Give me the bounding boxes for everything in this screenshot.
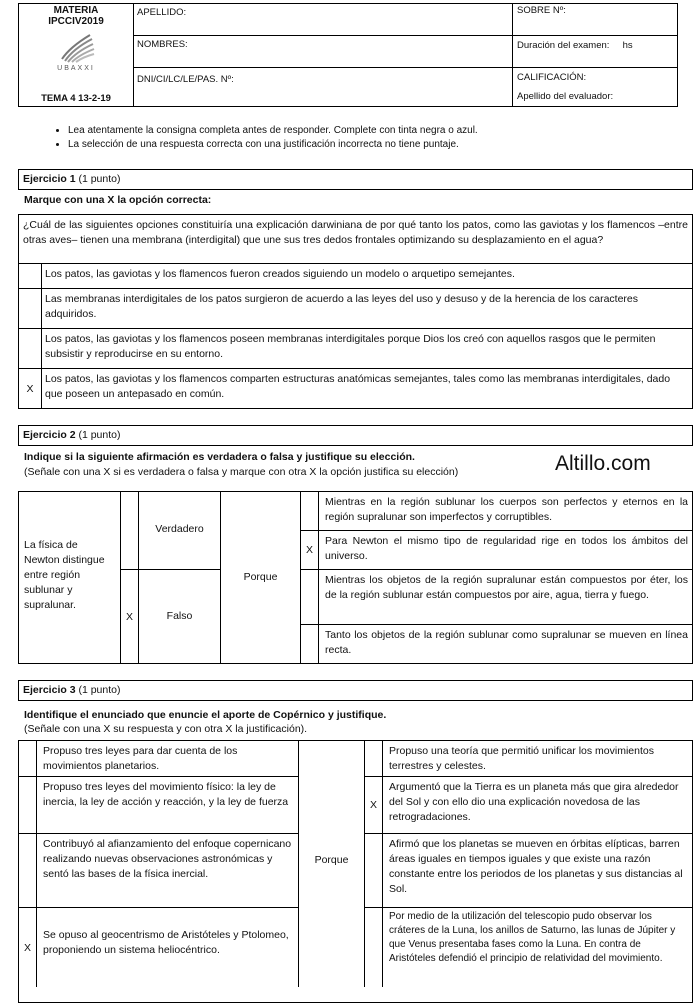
apellido-label: APELLIDO: [137, 7, 187, 18]
ej3-right-text: Argumentó que la Tierra es un planeta más que gira alrededor del Sol y con ello dio una explicación novedosa de las retrogradaciones. [389, 781, 679, 823]
ej1-title-bar [18, 169, 693, 190]
ej2-falso-label: Falso [139, 570, 221, 663]
ej1-prompt: Marque con una X la opción correcta: [24, 194, 212, 206]
ej3-left-option[interactable] [37, 834, 299, 908]
ej1-option-text: Los patos, las gaviotas y los flamencos poseen membranas interdigitales porque Dios los creó con aquellos rasgos que le permiten subsistir y reproducirse en su entorno. [45, 333, 656, 360]
materia-cell [18, 3, 134, 107]
ej2-reason-text: Tanto los objetos de la región sublunar como supralunar se mueven en línea recta. [325, 629, 688, 656]
duracion-label: Duración del examen: hs [517, 40, 633, 51]
instructions [46, 124, 686, 152]
ej3-left-mark[interactable] [19, 777, 37, 834]
ej2-reason-text: Para Newton el mismo tipo de regularidad rige en todos los ámbitos del universo. [325, 535, 688, 562]
ej3-right-mark[interactable] [365, 741, 383, 777]
dni-label: DNI/CI/LC/LE/PAS. Nº: [137, 74, 234, 85]
ej3-right-mark[interactable] [365, 908, 383, 987]
ej3-right-option[interactable] [383, 908, 692, 987]
ej1-option-text: Las membranas interdigitales de los patos surgieron de acuerdo a las leyes del uso y desuso y de la herencia de los caracteres adquiridos. [45, 293, 639, 320]
logo-text: UBAXXI [57, 65, 95, 72]
ej1-option[interactable] [18, 289, 693, 329]
ej2-reason[interactable] [301, 570, 692, 625]
ej3-right-option[interactable] [383, 777, 692, 834]
ej2-title: Ejercicio 2 [23, 429, 76, 441]
ej3-left-option[interactable] [37, 908, 299, 987]
ej3-right-text: Afirmó que los planetas se mueven en órbitas elípticas, barren áreas iguales en tiempos iguales y que existe una razón constante entre los periodos de los planetas y sus distancias al Sol. [389, 838, 683, 895]
ej3-left-text: Propuso tres leyes del movimiento físico: la ley de inercia, la ley de acción y reacción, y la ley de fuerza [43, 781, 289, 808]
ej2-statement-cell [19, 492, 121, 663]
calificacion-field[interactable] [512, 67, 678, 107]
ej1-option-mark[interactable]: X [19, 369, 42, 408]
ej2-reason-mark[interactable] [301, 570, 319, 624]
materia-label: MATERIA [53, 5, 99, 16]
instruction-item: • La selección de una respuesta correcta con una justificación incorrecta no tiene puntaje. [68, 138, 686, 152]
ej2-reason[interactable] [301, 625, 692, 663]
ej2-reason-text: Mientras en la región sublunar los cuerpos son perfectos y eternos en la región supralunar son imperfectos y corruptibles. [325, 496, 688, 523]
ej3-title: Ejercicio 3 [23, 684, 76, 696]
nombres-label: NOMBRES: [137, 39, 188, 50]
ej3-prompt: Identifique el enunciado que enuncie el aporte de Copérnico y justifique. [24, 709, 387, 721]
ej2-porque: Porque [221, 492, 301, 663]
ej3-left-mark[interactable] [19, 741, 37, 777]
ej1-option-mark[interactable] [19, 289, 42, 328]
ej3-points: (1 punto) [75, 684, 121, 696]
ej2-prompt: Indique si la siguiente afirmación es verdadera o falsa y justifique su elección. [24, 451, 415, 463]
nombres-field[interactable] [133, 35, 513, 68]
ej3-right-text: Por medio de la utilización del telescopio pudo observar los cráteres de la Luna, los anillos de Saturno, las lunas de Júpiter y que Venus presentaba fases como la Luna. En contra de Aristóteles defendió el principio de relatividad del movimiento. [389, 911, 676, 964]
ej1-points: (1 punto) [75, 173, 121, 185]
ej2-points: (1 punto) [75, 429, 121, 441]
apellido-field[interactable] [133, 3, 513, 36]
calificacion-label: CALIFICACIÓN: [517, 72, 587, 83]
ej2-verdadero-label: Verdadero [139, 492, 221, 570]
tema-label: TEMA 4 13-2-19 [41, 93, 111, 104]
ej2-verdadero-mark[interactable] [121, 492, 139, 570]
materia-code: IPCCIV2019 [48, 16, 104, 27]
ej1-option-text: Los patos, las gaviotas y los flamencos comparten estructuras anatómicas semejantes, tales como las membranas interdigitales, dado que poseen un antepasado en común. [45, 373, 671, 400]
ej3-right-mark[interactable]: X [365, 777, 383, 834]
dni-field[interactable] [133, 67, 513, 107]
duracion-field[interactable] [512, 35, 678, 68]
ej1-option-mark[interactable] [19, 329, 42, 368]
ej1-question: ¿Cuál de las siguientes opciones constituiría una explicación darwiniana de por qué tanto los patos, como las gaviotas y los flamencos –entre otras aves– tienen una membrana (interdigital) que une sus tres dedos frontales optimizando su desplazamiento en el agua? [18, 214, 693, 264]
sobre-field[interactable] [512, 3, 678, 36]
altillo-watermark: Altillo.com [555, 452, 651, 475]
ej1-option[interactable] [18, 264, 693, 289]
ej2-reason-mark[interactable] [301, 492, 319, 530]
ej2-sub: (Señale con una X si es verdadera o falsa y marque con otra X la opción justifica su elección) [24, 466, 459, 478]
ej2-reason-mark[interactable]: X [301, 531, 319, 569]
ej2-reason-text: Mientras los objetos de la región supralunar están compuestos por éter, los de la región sublunar están compuestos por aire, agua, tierra y fuego. [325, 574, 688, 601]
ej3-right-text: Propuso una teoría que permitió unificar los movimientos terrestres y celestes. [389, 745, 654, 772]
ubaxxi-logo-icon [56, 31, 96, 63]
ej3-sub: (Señale con una X su respuesta y con otra X la justificación). [24, 723, 308, 735]
ej3-left-mark[interactable] [19, 834, 37, 908]
ej3-left-mark[interactable]: X [19, 908, 37, 987]
ej2-reason[interactable] [301, 492, 692, 531]
ej3-table [18, 740, 693, 1003]
header-block [18, 3, 678, 107]
ej1-title: Ejercicio 1 [23, 173, 76, 185]
ej3-left-text: Se opuso al geocentrismo de Aristóteles y Ptolomeo, proponiendo un sistema heliocéntrico. [43, 929, 289, 956]
ej2-statement: La física de Newton distingue entre región sublunar y supralunar. [24, 539, 105, 611]
ej2-reason[interactable] [301, 531, 692, 570]
ej2-falso-mark[interactable]: X [121, 570, 139, 663]
evaluador-label: Apellido del evaluador: [517, 91, 614, 102]
ej3-right-option[interactable] [383, 834, 692, 908]
ej2-table [18, 491, 693, 664]
ej3-left-text: Contribuyó al afianzamiento del enfoque copernicano realizando nuevas observaciones astronómicas y sentó las bases de la física inercial. [43, 838, 292, 880]
ej2-reason-mark[interactable] [301, 625, 319, 663]
ej1-option-text: Los patos, las gaviotas y los flamencos fueron creados siguiendo un modelo o arquetipo semejantes. [45, 268, 515, 280]
ej3-left-option[interactable] [37, 741, 299, 777]
ej3-left-option[interactable] [37, 777, 299, 834]
ej3-right-option[interactable] [383, 741, 692, 777]
instruction-item: • Lea atentamente la consigna completa antes de responder. Complete con tinta negra o azul. [68, 124, 686, 138]
sobre-label: SOBRE Nº: [517, 5, 566, 16]
ej1-option[interactable] [18, 369, 693, 409]
ej2-title-bar [18, 425, 693, 446]
ej3-title-bar [18, 680, 693, 701]
ej3-left-text: Propuso tres leyes para dar cuenta de los movimientos planetarios. [43, 745, 238, 772]
ej1-option[interactable] [18, 329, 693, 369]
ej1-option-mark[interactable] [19, 264, 42, 288]
ej3-right-mark[interactable] [365, 834, 383, 908]
ej3-porque: Porque [299, 741, 365, 987]
